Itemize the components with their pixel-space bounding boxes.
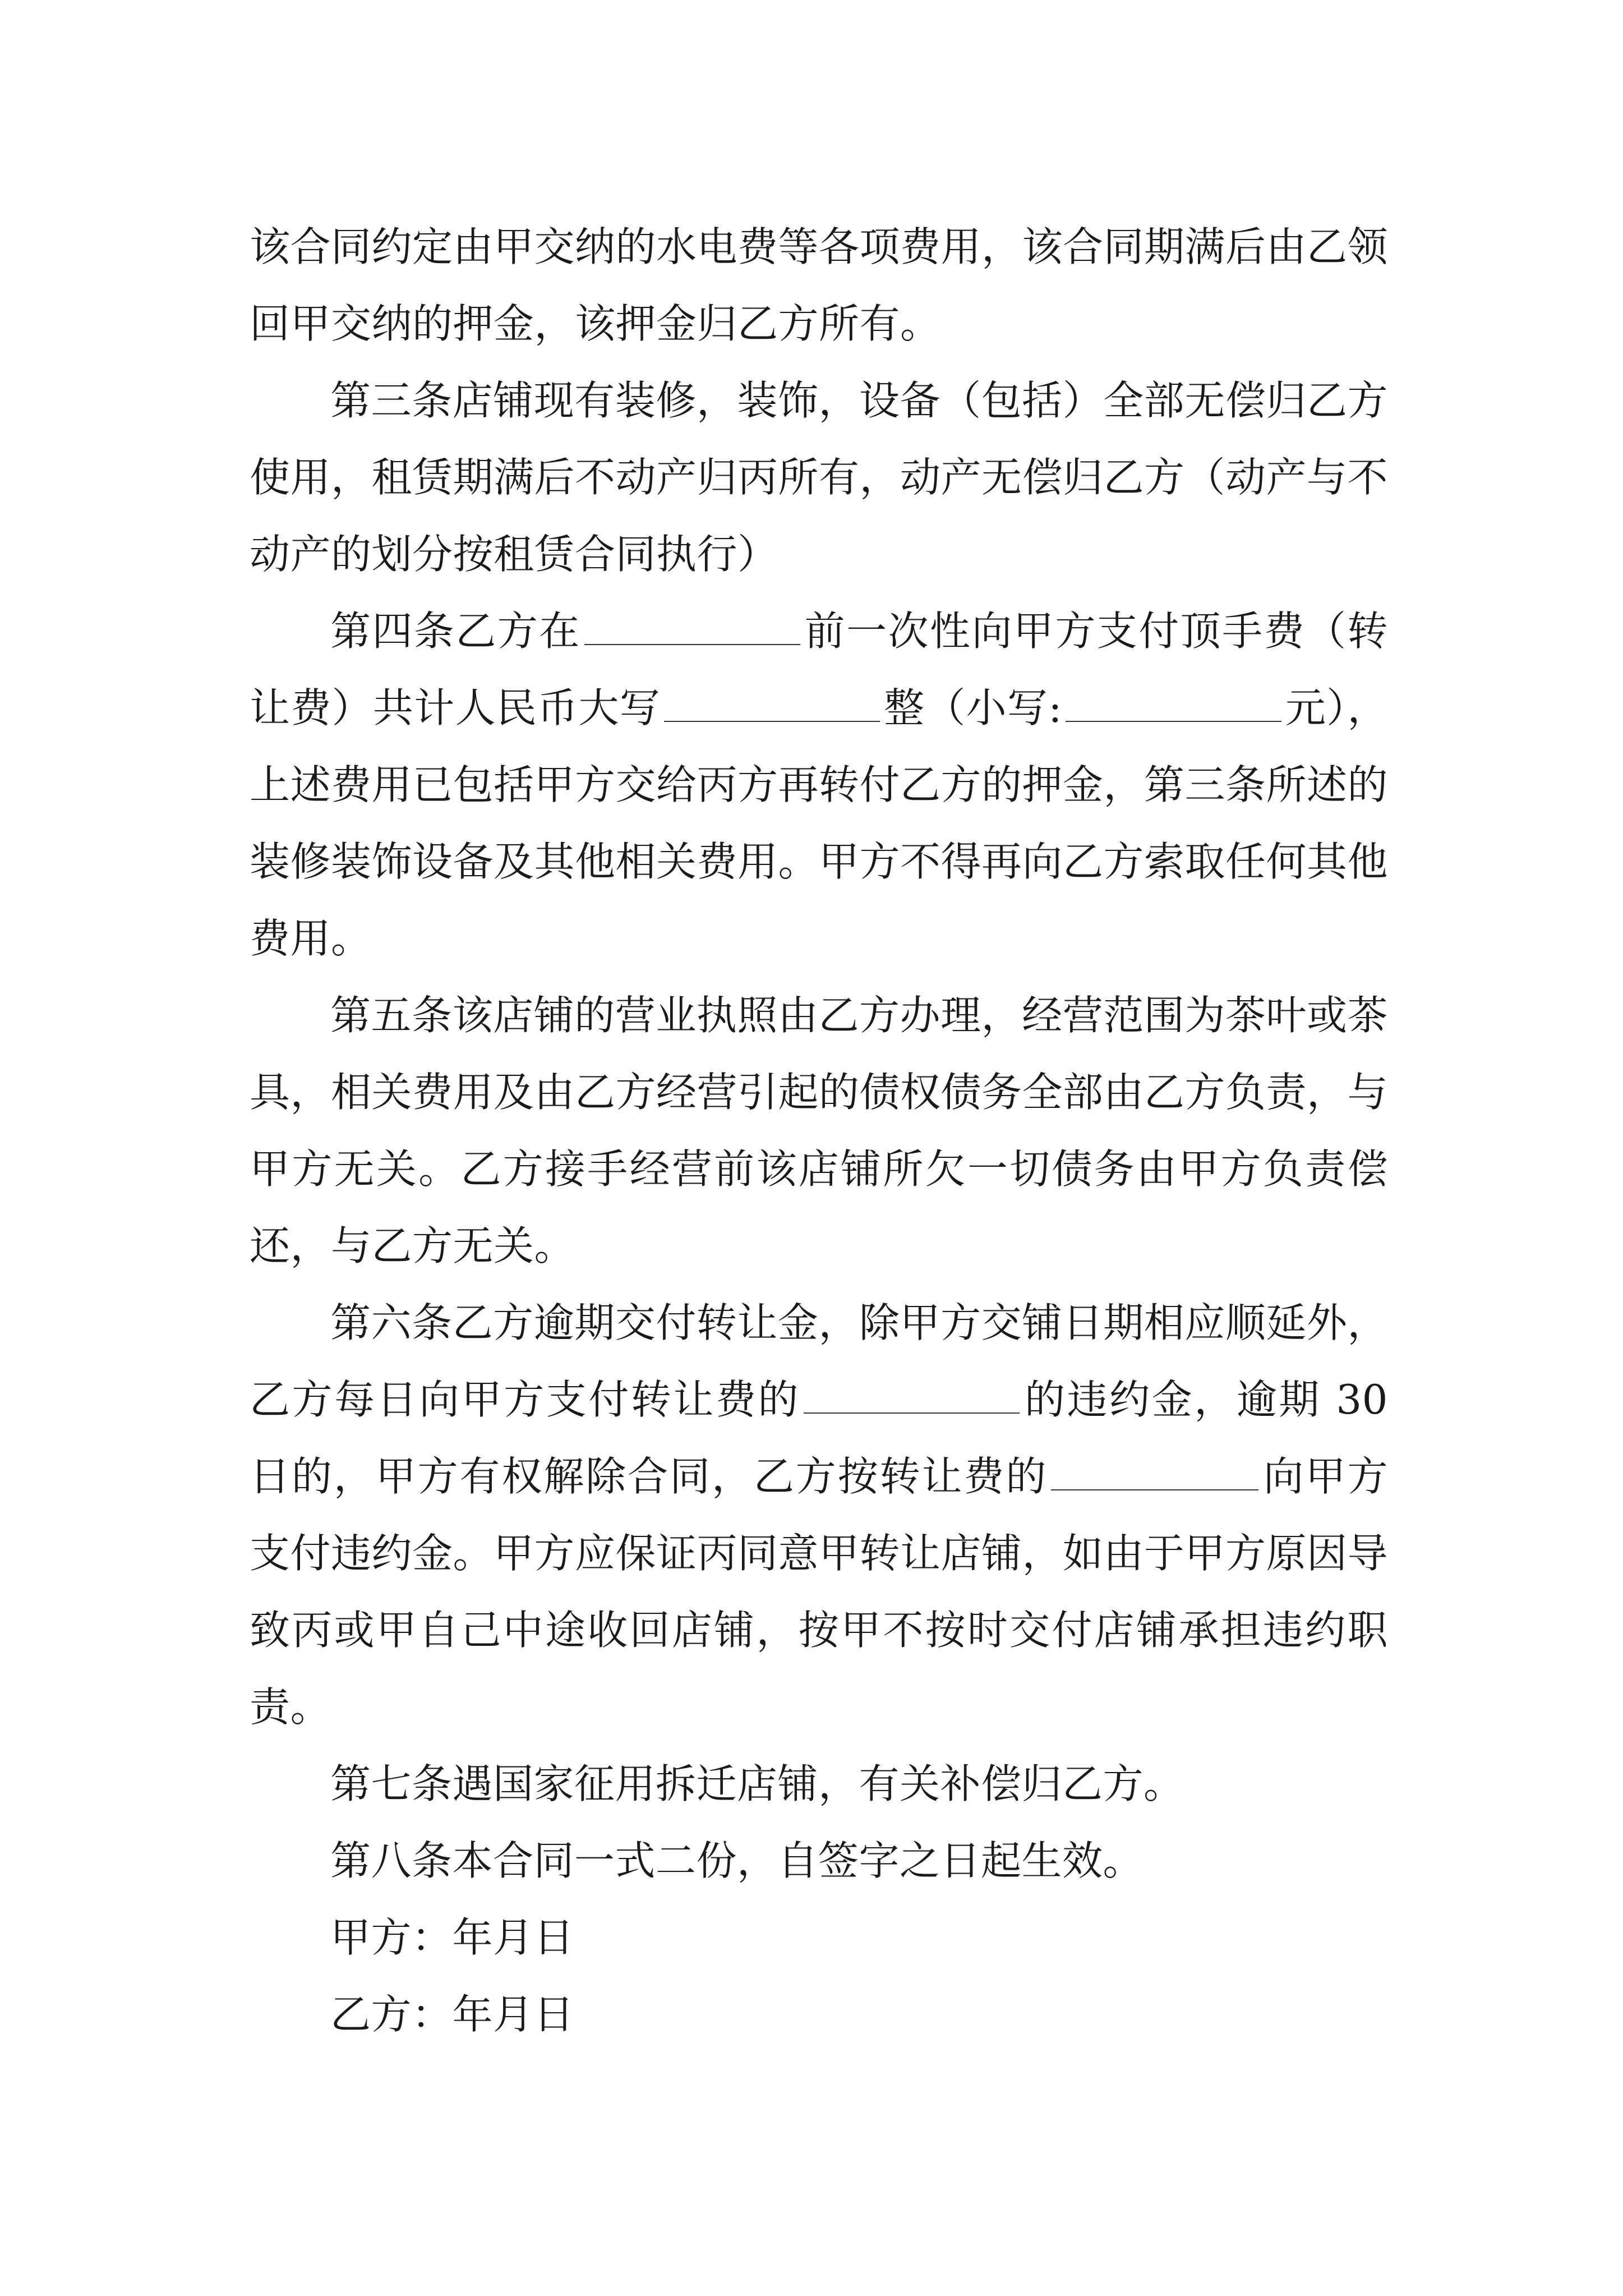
article-4-part-a: 第四条乙方在 [330, 608, 581, 655]
blank-field-amount-words[interactable] [664, 688, 880, 722]
article-4-part-d: 元），上述费用已包括甲方交给丙方再转付乙方的押金，第三条所述的装修装饰设备及其他相关费用。甲方不得再向乙方索取任何其他费用。 [250, 684, 1389, 962]
contract-body [250, 209, 1388, 2053]
blank-field-daily-penalty-rate[interactable] [804, 1380, 1020, 1414]
article-6-part-b: 的违约金，逾期 30 日的，甲方有权解除合同，乙方按转让费的 [250, 1376, 1388, 1500]
article-6-part-a: 第六条乙方逾期交付转让金，除甲方交铺日期相应顺延外，乙方每日向甲方支付转让费的 [250, 1299, 1388, 1423]
paragraph-article-6 [250, 1285, 1388, 1746]
paragraph-article-5: 第五条该店铺的营业执照由乙方办理，经营范围为茶叶或茶具，相关费用及由乙方经营引起的债权债务全部由乙方负责，与甲方无关。乙方接手经营前该店铺所欠一切债务由甲方负责偿还，与乙方无关。 [250, 992, 1389, 1269]
paragraph-article-3: 第三条店铺现有装修，装饰，设备（包括）全部无偿归乙方使用，租赁期满后不动产归丙所有，动产无偿归乙方（动产与不动产的划分按租赁合同执行） [250, 377, 1389, 578]
paragraph-deposit: 该合同约定由甲交纳的水电费等各项费用，该合同期满后由乙领回甲交纳的押金，该押金归乙方所有。 [250, 223, 1389, 347]
signature-party-b: 乙方：年月日 [330, 1991, 575, 2038]
article-4-part-c: 整（小写: [883, 684, 1063, 731]
paragraph-article-7: 第七条遇国家征用拆迁店铺，有关补偿归乙方。 [330, 1760, 1184, 1807]
blank-field-date[interactable] [584, 611, 800, 645]
paragraph-article-8: 第八条本合同一式二份，自签字之日起生效。 [330, 1837, 1144, 1884]
blank-field-penalty-rate[interactable] [1051, 1457, 1258, 1490]
article-6-part-c: 向甲方支付违约金。甲方应保证丙同意甲转让店铺，如由于甲方原因导致丙或甲自己中途收回店铺，按甲不按时交付店铺承担违约职责。 [250, 1453, 1389, 1731]
paragraph-article-4 [250, 593, 1388, 977]
article-4-part-b: 前一次性向甲方支付顶手费（转让费）共计人民币大写 [250, 608, 1388, 731]
signature-party-a: 甲方：年月日 [330, 1914, 575, 1961]
blank-field-amount-figures[interactable] [1066, 688, 1281, 722]
